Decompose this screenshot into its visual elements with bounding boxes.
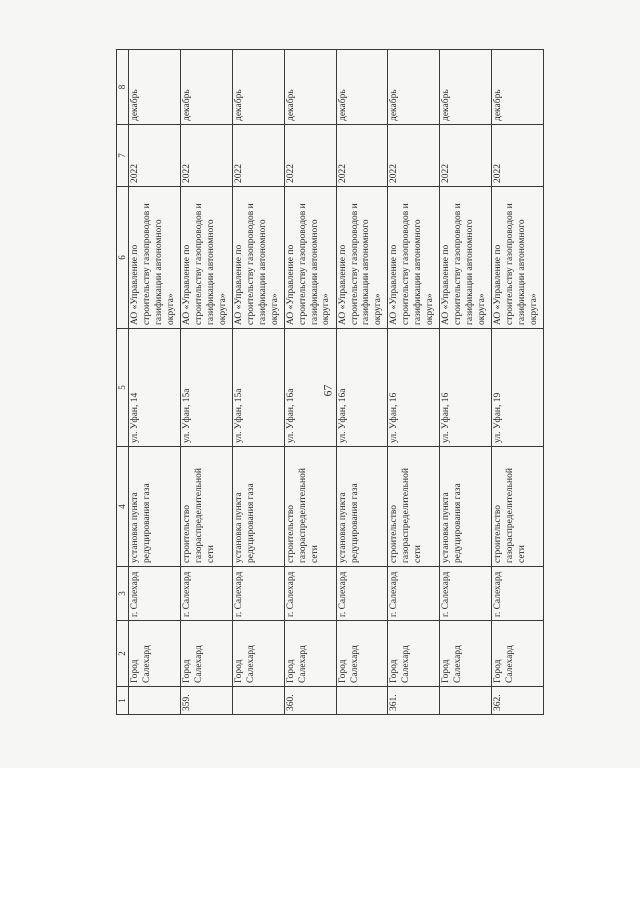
page-number: 67 <box>320 384 335 397</box>
cell-municipality: Город Салехард <box>181 621 233 687</box>
cell-work-type: строительство газораспределительной сети <box>284 447 336 567</box>
cell-contractor: АО «Управление по строительству газопроводов и газификации автономного округа» <box>129 187 181 329</box>
cell-month: декабрь <box>129 50 181 125</box>
cell-contractor: АО «Управление по строительству газопроводов и газификации автономного округа» <box>232 187 284 329</box>
cell-year: 2022 <box>232 125 284 187</box>
cell-municipality: Город Салехард <box>388 621 440 687</box>
cell-settlement: г. Салехард <box>181 567 233 621</box>
cell-month: декабрь <box>492 50 544 125</box>
cell-year: 2022 <box>492 125 544 187</box>
table-row <box>232 50 284 715</box>
cell-month: декабрь <box>336 50 388 125</box>
rotated-table-container <box>116 50 544 715</box>
cell-contractor: АО «Управление по строительству газопроводов и газификации автономного округа» <box>492 187 544 329</box>
column-number-1: 1 <box>117 687 129 715</box>
cell-year: 2022 <box>440 125 492 187</box>
cell-work-type: установка пункта редуцирования газа <box>129 447 181 567</box>
cell-settlement: г. Салехард <box>232 567 284 621</box>
cell-year: 2022 <box>181 125 233 187</box>
cell-address: ул. Уфан, 16 <box>388 329 440 447</box>
cell-address: ул. Уфан, 16а <box>336 329 388 447</box>
cell-row-number: 362. <box>492 687 544 715</box>
column-number-2: 2 <box>117 621 129 687</box>
cell-address: ул. Уфан, 15а <box>232 329 284 447</box>
cell-municipality: Город Салехард <box>129 621 181 687</box>
column-number-5: 5 <box>117 329 129 447</box>
cell-contractor: АО «Управление по строительству газопроводов и газификации автономного округа» <box>336 187 388 329</box>
cell-settlement: г. Салехард <box>336 567 388 621</box>
cell-year: 2022 <box>284 125 336 187</box>
cell-settlement: г. Салехард <box>492 567 544 621</box>
column-number-7: 7 <box>117 125 129 187</box>
cell-month: декабрь <box>388 50 440 125</box>
cell-year: 2022 <box>388 125 440 187</box>
cell-row-number <box>440 687 492 715</box>
cell-row-number: 360. <box>284 687 336 715</box>
table-row <box>336 50 388 715</box>
cell-settlement: г. Салехард <box>388 567 440 621</box>
cell-year: 2022 <box>336 125 388 187</box>
cell-month: декабрь <box>440 50 492 125</box>
cell-municipality: Город Салехард <box>440 621 492 687</box>
cell-month: декабрь <box>181 50 233 125</box>
cell-work-type: установка пункта редуцирования газа <box>440 447 492 567</box>
table-row <box>492 50 544 715</box>
cell-address: ул. Уфан, 14 <box>129 329 181 447</box>
cell-year: 2022 <box>129 125 181 187</box>
table-row <box>440 50 492 715</box>
column-number-6: 6 <box>117 187 129 329</box>
cell-month: декабрь <box>232 50 284 125</box>
cell-row-number: 359. <box>181 687 233 715</box>
table-row <box>388 50 440 715</box>
cell-row-number <box>232 687 284 715</box>
cell-settlement: г. Салехард <box>284 567 336 621</box>
cell-work-type: установка пункта редуцирования газа <box>232 447 284 567</box>
column-number-3: 3 <box>117 567 129 621</box>
page-margin <box>0 768 640 905</box>
data-table <box>116 49 544 715</box>
cell-work-type: строительство газораспределительной сети <box>492 447 544 567</box>
cell-municipality: Город Салехард <box>284 621 336 687</box>
cell-settlement: г. Салехард <box>440 567 492 621</box>
column-number-8: 8 <box>117 50 129 125</box>
cell-address: ул. Уфан, 16а <box>284 329 336 447</box>
cell-address: ул. Уфан, 19 <box>492 329 544 447</box>
cell-municipality: Город Салехард <box>232 621 284 687</box>
cell-settlement: г. Салехард <box>129 567 181 621</box>
cell-row-number <box>129 687 181 715</box>
table-header-row <box>117 50 129 715</box>
cell-month: декабрь <box>284 50 336 125</box>
cell-contractor: АО «Управление по строительству газопроводов и газификации автономного округа» <box>440 187 492 329</box>
cell-contractor: АО «Управление по строительству газопроводов и газификации автономного округа» <box>388 187 440 329</box>
column-number-4: 4 <box>117 447 129 567</box>
table-row <box>284 50 336 715</box>
cell-row-number <box>336 687 388 715</box>
cell-address: ул. Уфан, 15а <box>181 329 233 447</box>
table-row <box>129 50 181 715</box>
cell-contractor: АО «Управление по строительству газопроводов и газификации автономного округа» <box>284 187 336 329</box>
cell-work-type: строительство газораспределительной сети <box>388 447 440 567</box>
cell-municipality: Город Салехард <box>336 621 388 687</box>
cell-contractor: АО «Управление по строительству газопроводов и газификации автономного округа» <box>181 187 233 329</box>
cell-address: ул. Уфан, 16 <box>440 329 492 447</box>
cell-work-type: строительство газораспределительной сети <box>181 447 233 567</box>
cell-row-number: 361. <box>388 687 440 715</box>
table-row <box>181 50 233 715</box>
cell-work-type: установка пункта редуцирования газа <box>336 447 388 567</box>
cell-municipality: Город Салехард <box>492 621 544 687</box>
